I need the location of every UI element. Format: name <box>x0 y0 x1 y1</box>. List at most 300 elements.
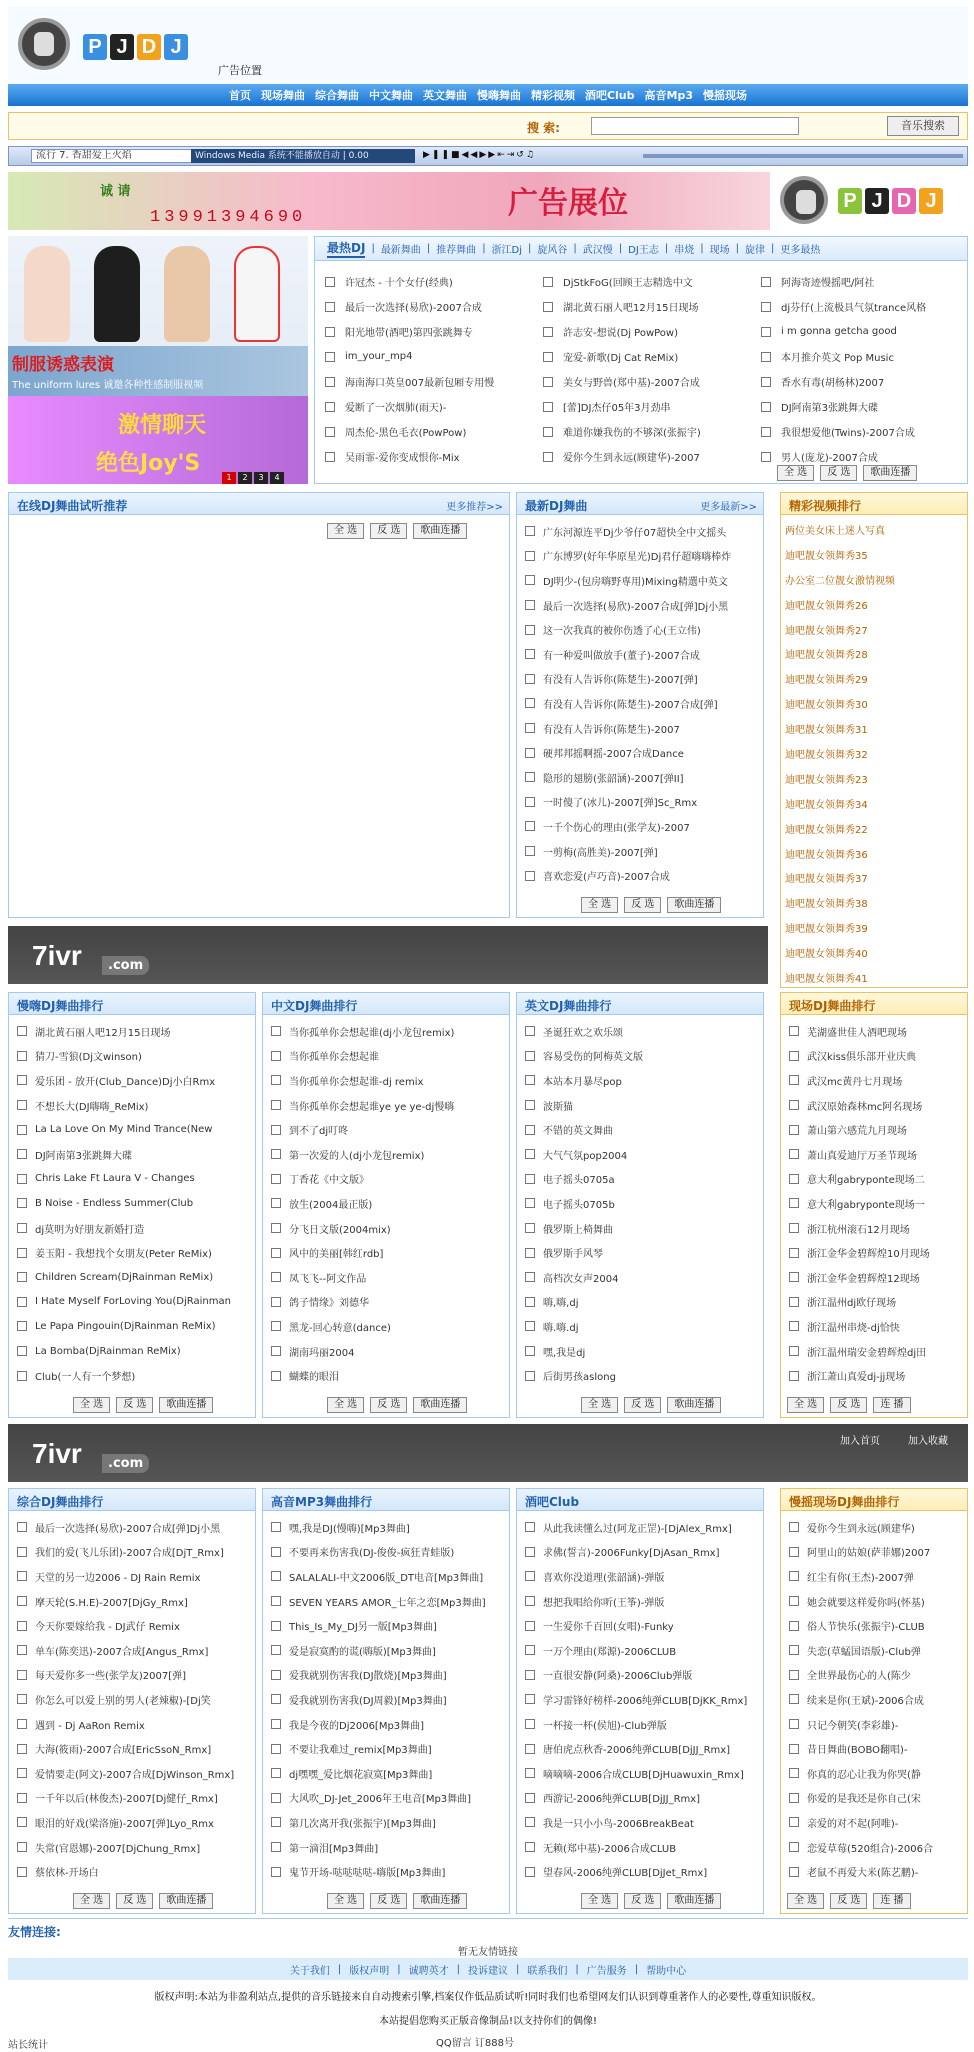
song-title[interactable]: 亲爱的对不起(阿唯)- <box>807 1818 899 1830</box>
song-item[interactable] <box>517 1859 763 1884</box>
song-item[interactable] <box>517 1216 763 1241</box>
song-checkbox[interactable] <box>525 723 535 733</box>
song-title[interactable]: 丁香花《中文版》 <box>289 1175 369 1187</box>
song-checkbox[interactable] <box>17 1768 27 1778</box>
song-item[interactable] <box>781 1589 967 1614</box>
song-title[interactable]: 許志安-想说(Dj PowPow) <box>563 328 679 339</box>
song-checkbox[interactable] <box>525 1174 535 1184</box>
song-title[interactable]: 不错的英文舞曲 <box>543 1126 613 1138</box>
song-title[interactable]: 电子摇头0705b <box>543 1199 615 1211</box>
hot-song-item[interactable] <box>325 319 539 344</box>
song-checkbox[interactable] <box>17 1321 27 1331</box>
song-title[interactable]: 第一滴泪[Mp3舞曲] <box>289 1843 379 1855</box>
song-checkbox[interactable] <box>271 1272 281 1282</box>
video-item[interactable] <box>785 542 967 567</box>
select-all-button[interactable]: 全 选 <box>777 465 814 481</box>
song-item[interactable] <box>9 1859 255 1884</box>
song-item[interactable] <box>517 519 763 544</box>
song-checkbox[interactable] <box>17 1694 27 1704</box>
song-checkbox[interactable] <box>17 1621 27 1631</box>
video-title[interactable]: 迪吧靓女领舞秀41 <box>785 973 868 985</box>
song-title[interactable]: 大海(筱雨)-2007合成[EricSsoN_Rmx] <box>35 1745 212 1757</box>
song-item[interactable] <box>781 1290 967 1315</box>
song-title[interactable]: 喜欢恋爱(卢巧音)-2007合成 <box>543 872 670 884</box>
song-item[interactable] <box>263 1314 509 1339</box>
song-title[interactable]: 每天爱你多一些(张学友)2007[弹] <box>35 1671 187 1683</box>
video-title[interactable]: 迪吧靓女领舞秀27 <box>785 625 868 637</box>
song-checkbox[interactable] <box>789 1621 799 1631</box>
song-item[interactable] <box>517 839 763 864</box>
song-checkbox[interactable] <box>271 1571 281 1581</box>
hot-tab[interactable]: 旋律 <box>744 245 765 256</box>
song-title[interactable]: 爱断了一次烟肺(雨天)- <box>345 403 447 414</box>
song-title[interactable]: 摩天轮(S.H.E)-2007[DjGy_Rmx] <box>35 1597 188 1609</box>
video-item[interactable] <box>785 741 967 766</box>
video-title[interactable]: 迪吧靓女领舞秀30 <box>785 700 868 712</box>
song-title[interactable]: 无赖(郑中基)-2006合成CLUB <box>543 1843 677 1855</box>
song-item[interactable] <box>517 1712 763 1737</box>
song-checkbox[interactable] <box>17 1297 27 1307</box>
song-checkbox[interactable] <box>761 402 771 412</box>
song-checkbox[interactable] <box>325 377 335 387</box>
song-title[interactable]: 圣诞狂欢之欢乐颂 <box>543 1027 623 1039</box>
song-title[interactable]: 浙江萧山真爱dj-jj现场 <box>807 1372 906 1384</box>
song-title[interactable]: 本月推介英文 Pop Music <box>781 353 894 364</box>
song-title[interactable]: SALALALI-中文2006版_DT电音[Mp3舞曲] <box>289 1572 484 1584</box>
song-item[interactable] <box>517 1290 763 1315</box>
video-title[interactable]: 办公室二位靓女激情视频 <box>785 575 895 587</box>
song-checkbox[interactable] <box>789 1272 799 1282</box>
song-title[interactable]: 不要让我难过_remix[Mp3舞曲] <box>289 1745 432 1757</box>
song-item[interactable] <box>517 1191 763 1216</box>
song-checkbox[interactable] <box>525 1297 535 1307</box>
video-item[interactable] <box>785 592 967 617</box>
song-title[interactable]: DJ阿南第3张跳舞大碟 <box>781 403 879 414</box>
video-item[interactable] <box>785 791 967 816</box>
song-title[interactable]: 你爱的是我还是你自己(宋 <box>807 1794 921 1806</box>
song-checkbox[interactable] <box>271 1371 281 1381</box>
song-checkbox[interactable] <box>789 1645 799 1655</box>
song-checkbox[interactable] <box>17 1149 27 1159</box>
song-checkbox[interactable] <box>271 1149 281 1159</box>
video-title[interactable]: 迪吧靓女领舞秀40 <box>785 949 868 961</box>
song-title[interactable]: 一直很安静(阿桑)-2006Club弹版 <box>543 1671 693 1683</box>
song-title[interactable]: 第几次离开我(张振宇)[Mp3舞曲] <box>289 1818 436 1830</box>
song-title[interactable]: I Hate Myself ForLoving You(DjRainman <box>35 1296 231 1308</box>
song-title[interactable]: 湖南玛丽2004 <box>289 1347 355 1359</box>
song-title[interactable]: 俄罗斯上椅舞曲 <box>543 1224 613 1236</box>
song-item[interactable] <box>263 1142 509 1167</box>
song-checkbox[interactable] <box>761 277 771 287</box>
song-checkbox[interactable] <box>525 772 535 782</box>
song-item[interactable] <box>517 814 763 839</box>
song-checkbox[interactable] <box>271 1621 281 1631</box>
song-title[interactable]: 湖北黄石丽人吧12月15日现场 <box>35 1027 171 1039</box>
song-checkbox[interactable] <box>525 1100 535 1110</box>
song-title[interactable]: im_your_mp4 <box>345 351 413 362</box>
video-item[interactable] <box>785 716 967 741</box>
song-item[interactable] <box>263 1240 509 1265</box>
play-all-button[interactable]: 连 播 <box>873 1397 910 1413</box>
hot-tab[interactable]: 武汉慢 <box>582 245 613 256</box>
song-checkbox[interactable] <box>525 1793 535 1803</box>
song-checkbox[interactable] <box>525 1694 535 1704</box>
song-item[interactable] <box>781 1191 967 1216</box>
song-title[interactable]: 鸽子情缘》刘德华 <box>289 1298 369 1310</box>
song-item[interactable] <box>781 1019 967 1044</box>
song-title[interactable]: 吴雨霏-爱你变成恨你-Mix <box>345 453 460 464</box>
song-title[interactable]: 容易受伤的阿梅英文版 <box>543 1052 643 1064</box>
site-logo-icon[interactable] <box>18 18 70 70</box>
song-title[interactable]: 浙江温州dj欧仔现场 <box>807 1298 897 1310</box>
song-title[interactable]: 嗨,嗨,dj <box>543 1298 579 1310</box>
hot-song-item[interactable] <box>325 444 539 469</box>
footer-link[interactable]: 诚聘英才 <box>408 1965 449 1977</box>
play-all-button[interactable]: 歌曲连播 <box>667 1893 721 1909</box>
song-title[interactable]: 萧山第六感荒九月现场 <box>807 1126 907 1138</box>
song-checkbox[interactable] <box>325 452 335 462</box>
slideshow-ad[interactable] <box>8 236 308 484</box>
video-title[interactable]: 迪吧靓女领舞秀38 <box>785 899 868 911</box>
song-checkbox[interactable] <box>525 797 535 807</box>
song-item[interactable] <box>781 1167 967 1192</box>
song-checkbox[interactable] <box>271 1596 281 1606</box>
hot-song-item[interactable] <box>761 394 974 419</box>
song-checkbox[interactable] <box>17 1670 27 1680</box>
footer-link[interactable]: 关于我们 <box>289 1965 330 1977</box>
song-title[interactable]: 今天你要嫁给我 - DJ武仔 Remix <box>35 1622 180 1634</box>
invert-select-button[interactable]: 反 选 <box>830 1397 867 1413</box>
song-checkbox[interactable] <box>789 1149 799 1159</box>
song-checkbox[interactable] <box>271 1793 281 1803</box>
nav-item[interactable]: 现场舞曲 <box>260 89 305 102</box>
song-checkbox[interactable] <box>525 1346 535 1356</box>
song-item[interactable] <box>263 1564 509 1589</box>
hot-tab[interactable]: 最新舞曲 <box>380 245 421 256</box>
song-title[interactable]: 嗨.嗨.dj <box>543 1322 579 1334</box>
footer-link[interactable]: 联系我们 <box>527 1965 568 1977</box>
hot-tab[interactable]: 串烧 <box>674 245 695 256</box>
song-item[interactable] <box>263 1859 509 1884</box>
video-item[interactable] <box>785 517 967 542</box>
song-item[interactable] <box>781 1786 967 1811</box>
song-checkbox[interactable] <box>271 1768 281 1778</box>
footer-link[interactable]: 版权声明 <box>349 1965 390 1977</box>
chat-banner[interactable] <box>8 396 308 484</box>
song-checkbox[interactable] <box>17 1645 27 1655</box>
invert-select-button[interactable]: 反 选 <box>370 523 407 539</box>
song-item[interactable] <box>263 1589 509 1614</box>
song-checkbox[interactable] <box>271 1817 281 1827</box>
song-checkbox[interactable] <box>17 1547 27 1557</box>
video-item[interactable] <box>785 816 967 841</box>
song-item[interactable] <box>517 1044 763 1069</box>
song-title[interactable]: 失常(官恩娜)-2007[DjChung_Rmx] <box>35 1843 201 1855</box>
play-all-button[interactable]: 歌曲连播 <box>413 1397 467 1413</box>
song-item[interactable] <box>263 1712 509 1737</box>
song-title[interactable]: 最后一次选择(易欣)-2007合成 <box>345 303 482 314</box>
song-title[interactable]: dj莫明为好朋友新婚打造 <box>35 1224 145 1236</box>
song-checkbox[interactable] <box>789 1198 799 1208</box>
song-title[interactable]: 有没有人告诉你(陈楚生)-2007[弹] <box>543 675 698 687</box>
online-more-link[interactable]: 更多推荐>> <box>446 502 503 513</box>
song-item[interactable] <box>263 1663 509 1688</box>
song-title[interactable]: 阳光地带(酒吧)第四张跳舞专 <box>345 328 473 339</box>
song-title[interactable]: 一千个伤心的理由(张学友)-2007 <box>543 822 690 834</box>
song-title[interactable]: 电子摇头0705a <box>543 1175 615 1187</box>
song-title[interactable]: Le Papa Pingouin(DjRainman ReMix) <box>35 1320 216 1332</box>
song-title[interactable]: 爱我就别伤害我(DJ周毅)[Mp3舞曲] <box>289 1695 447 1707</box>
invert-select-button[interactable]: 反 选 <box>624 897 661 913</box>
hot-song-item[interactable] <box>761 269 974 294</box>
song-item[interactable] <box>263 1613 509 1638</box>
song-item[interactable] <box>263 1019 509 1044</box>
song-item[interactable] <box>781 1068 967 1093</box>
song-title[interactable]: 最后一次选择(易欣)-2007合成[弹]Dj小黑 <box>35 1523 221 1535</box>
newest-more-link[interactable]: 更多最新>> <box>700 502 757 513</box>
hot-song-item[interactable] <box>543 319 757 344</box>
invert-select-button[interactable]: 反 选 <box>116 1893 153 1909</box>
song-title[interactable]: 蝴蝶的眼泪 <box>289 1372 339 1384</box>
nav-item[interactable]: 酒吧Club <box>584 89 635 102</box>
select-all-button[interactable]: 全 选 <box>327 1893 364 1909</box>
song-title[interactable]: 单车(陈奕迅)-2007合成[Angus_Rmx] <box>35 1646 209 1658</box>
song-checkbox[interactable] <box>17 1522 27 1532</box>
video-title[interactable]: 迪吧靓女领舞秀31 <box>785 725 868 737</box>
song-checkbox[interactable] <box>525 1248 535 1258</box>
song-item[interactable] <box>517 667 763 692</box>
nav-item[interactable]: 首页 <box>228 89 251 102</box>
song-checkbox[interactable] <box>525 1670 535 1680</box>
song-title[interactable]: 从此我读懂么过(阿龙正罡)-[DjAlex_Rmx] <box>543 1523 732 1535</box>
song-item[interactable] <box>9 1663 255 1688</box>
song-checkbox[interactable] <box>525 1198 535 1208</box>
song-checkbox[interactable] <box>525 1149 535 1159</box>
song-checkbox[interactable] <box>789 1867 799 1877</box>
song-title[interactable]: 猜刀-雪狼(Dj文winson) <box>35 1052 142 1064</box>
song-item[interactable] <box>263 1044 509 1069</box>
song-checkbox[interactable] <box>525 1075 535 1085</box>
video-title[interactable]: 迪吧靓女领舞秀29 <box>785 675 868 687</box>
song-item[interactable] <box>9 1786 255 1811</box>
invert-select-button[interactable]: 反 选 <box>830 1893 867 1909</box>
song-item[interactable] <box>517 1339 763 1364</box>
song-title[interactable]: 波斯猫 <box>543 1101 573 1113</box>
song-title[interactable]: 一杯接一杯(侯旭)-Club弹版 <box>543 1720 667 1732</box>
song-item[interactable] <box>781 1540 967 1565</box>
song-title[interactable]: 最后一次选择(易欣)-2007合成[弹]Dj小黑 <box>543 601 729 613</box>
song-item[interactable] <box>517 1265 763 1290</box>
nav-item[interactable]: 慢摇现场 <box>703 89 748 102</box>
song-title[interactable]: 遇到 - Dj AaRon Remix <box>35 1720 145 1732</box>
select-all-button[interactable]: 全 选 <box>787 1397 824 1413</box>
hot-song-item[interactable] <box>761 319 974 344</box>
song-title[interactable]: 我们的爱(飞儿乐团)-2007合成[DjT_Rmx] <box>35 1548 224 1560</box>
song-title[interactable]: 高档次女声2004 <box>543 1273 619 1285</box>
video-item[interactable] <box>785 691 967 716</box>
pager-button[interactable]: 4 <box>270 472 284 484</box>
song-item[interactable] <box>517 1142 763 1167</box>
hot-tab[interactable]: 更多最热 <box>780 245 821 256</box>
song-title[interactable]: 她会就要这样爱你吗(怀基) <box>807 1597 925 1609</box>
song-checkbox[interactable] <box>271 1645 281 1655</box>
video-item[interactable] <box>785 567 967 592</box>
play-all-button[interactable]: 歌曲连播 <box>667 897 721 913</box>
song-checkbox[interactable] <box>525 575 535 585</box>
song-item[interactable] <box>263 1835 509 1860</box>
ad-banner-7ivr[interactable] <box>8 926 768 984</box>
tab-hot-dj[interactable]: 最热DJ <box>327 239 365 258</box>
song-checkbox[interactable] <box>17 1223 27 1233</box>
song-title[interactable]: 海南海口英皇007最新包厢专用慢 <box>345 378 495 389</box>
song-item[interactable] <box>517 544 763 569</box>
song-title[interactable]: 放生(2004最正版) <box>289 1199 373 1211</box>
video-title[interactable]: 两位美女床上迷人写真 <box>785 525 885 537</box>
song-title[interactable]: 意大利gabryponte现场一 <box>807 1199 925 1211</box>
song-checkbox[interactable] <box>525 1719 535 1729</box>
song-checkbox[interactable] <box>17 1051 27 1061</box>
song-item[interactable] <box>9 1339 255 1364</box>
invert-select-button[interactable]: 反 选 <box>116 1397 153 1413</box>
song-title[interactable]: La Bomba(DjRainman ReMix) <box>35 1345 181 1357</box>
song-item[interactable] <box>9 1117 255 1142</box>
video-item[interactable] <box>785 940 967 965</box>
song-checkbox[interactable] <box>325 402 335 412</box>
song-title[interactable]: 黑龙-回心转意(dance) <box>289 1322 391 1334</box>
song-title[interactable]: This_Is_My_DJ另一版[Mp3舞曲] <box>289 1622 437 1634</box>
add-favorite-link[interactable]: 加入收藏 <box>908 1436 948 1447</box>
song-title[interactable]: 昔日舞曲(BOBO翻唱)- <box>807 1745 908 1757</box>
song-checkbox[interactable] <box>789 1547 799 1557</box>
song-checkbox[interactable] <box>525 1223 535 1233</box>
song-title[interactable]: DJ阿南第3张跳舞大碟 <box>35 1150 133 1162</box>
song-item[interactable] <box>517 1638 763 1663</box>
video-title[interactable]: 迪吧靓女领舞秀26 <box>785 600 868 612</box>
video-item[interactable] <box>785 890 967 915</box>
song-checkbox[interactable] <box>789 1075 799 1085</box>
play-all-button[interactable]: 连 播 <box>873 1893 910 1909</box>
song-item[interactable] <box>9 1265 255 1290</box>
select-all-button[interactable]: 全 选 <box>581 1893 618 1909</box>
song-checkbox[interactable] <box>789 1321 799 1331</box>
song-item[interactable] <box>781 1515 967 1540</box>
song-checkbox[interactable] <box>525 526 535 536</box>
song-checkbox[interactable] <box>761 352 771 362</box>
hot-song-item[interactable] <box>761 369 974 394</box>
song-item[interactable] <box>517 1564 763 1589</box>
song-item[interactable] <box>781 1613 967 1638</box>
video-item[interactable] <box>785 641 967 666</box>
song-title[interactable]: 芜湖盛世佳人酒吧现场 <box>807 1027 907 1039</box>
song-checkbox[interactable] <box>525 1026 535 1036</box>
song-checkbox[interactable] <box>325 302 335 312</box>
song-checkbox[interactable] <box>17 1100 27 1110</box>
song-checkbox[interactable] <box>17 1371 27 1381</box>
song-item[interactable] <box>517 1240 763 1265</box>
song-title[interactable]: 湖北黄石丽人吧12月15日现场 <box>563 303 699 314</box>
song-checkbox[interactable] <box>525 748 535 758</box>
song-item[interactable] <box>9 1540 255 1565</box>
song-title[interactable]: dj芬仔(上流极具气氛trance风格 <box>781 303 927 314</box>
add-homepage-link[interactable]: 加入首页 <box>840 1436 880 1447</box>
video-title[interactable]: 迪吧靓女领舞秀35 <box>785 550 868 562</box>
select-all-button[interactable]: 全 选 <box>327 1397 364 1413</box>
hot-song-item[interactable] <box>543 294 757 319</box>
song-checkbox[interactable] <box>271 1174 281 1184</box>
song-item[interactable] <box>9 1167 255 1192</box>
song-title[interactable]: 这一次我真的被你伤透了心(王立伟) <box>543 626 701 638</box>
song-checkbox[interactable] <box>325 427 335 437</box>
song-title[interactable]: 一生爱你千百回(女唱)-Funky <box>543 1622 674 1634</box>
video-item[interactable] <box>785 965 967 990</box>
song-item[interactable] <box>517 593 763 618</box>
hot-song-item[interactable] <box>543 344 757 369</box>
song-title[interactable]: 失恋(草蜢国语版)-Club弹 <box>807 1646 921 1658</box>
song-checkbox[interactable] <box>789 1100 799 1110</box>
song-item[interactable] <box>9 1191 255 1216</box>
song-title[interactable]: 不想长大(DJ嗨嗨_ReMix) <box>35 1101 149 1113</box>
song-title[interactable]: 喜欢你没道理(张韶涵)-弹版 <box>543 1572 665 1584</box>
song-checkbox[interactable] <box>525 1621 535 1631</box>
song-checkbox[interactable] <box>17 1867 27 1877</box>
hot-song-item[interactable] <box>761 294 974 319</box>
song-checkbox[interactable] <box>525 1125 535 1135</box>
video-title[interactable]: 迪吧靓女领舞秀39 <box>785 924 868 936</box>
song-title[interactable]: 萧山真爱迪厅万圣节现场 <box>807 1150 917 1162</box>
song-checkbox[interactable] <box>17 1793 27 1803</box>
song-checkbox[interactable] <box>543 277 553 287</box>
song-checkbox[interactable] <box>789 1346 799 1356</box>
select-all-button[interactable]: 全 选 <box>327 523 364 539</box>
song-checkbox[interactable] <box>525 1768 535 1778</box>
song-title[interactable]: 有一种爱叫做放手(董子)-2007合成 <box>543 650 700 662</box>
song-checkbox[interactable] <box>271 1744 281 1754</box>
song-checkbox[interactable] <box>271 1223 281 1233</box>
hot-song-item[interactable] <box>325 419 539 444</box>
song-checkbox[interactable] <box>543 377 553 387</box>
song-checkbox[interactable] <box>525 698 535 708</box>
hot-song-item[interactable] <box>543 394 757 419</box>
song-title[interactable]: 宠爱-新歌(Dj Cat ReMix) <box>563 353 679 364</box>
song-item[interactable] <box>263 1117 509 1142</box>
song-checkbox[interactable] <box>525 1321 535 1331</box>
song-title[interactable]: 许冠杰 - 十个女仔(经典) <box>345 278 453 289</box>
song-title[interactable]: 求佛(誓言)-2006Funky[DjAsan_Rmx] <box>543 1548 720 1560</box>
song-title[interactable]: 当你孤单你会想起谁ye ye ye-dj慢嗨 <box>289 1101 455 1113</box>
nav-item[interactable]: 慢嗨舞曲 <box>476 89 521 102</box>
song-checkbox[interactable] <box>17 1817 27 1827</box>
song-title[interactable]: 有没有人告诉你(陈楚生)-2007合成[弹] <box>543 699 718 711</box>
song-checkbox[interactable] <box>271 1522 281 1532</box>
song-checkbox[interactable] <box>789 1817 799 1827</box>
video-item[interactable] <box>785 865 967 890</box>
song-item[interactable] <box>517 1363 763 1388</box>
song-checkbox[interactable] <box>789 1670 799 1680</box>
song-item[interactable] <box>9 1240 255 1265</box>
song-title[interactable]: 阿里山的姑娘(萨菲娜)2007 <box>807 1548 931 1560</box>
song-title[interactable]: Chris Lake Ft Laura V - Changes <box>35 1173 195 1185</box>
song-item[interactable] <box>263 1290 509 1315</box>
song-title[interactable]: 一万个理由(郑源)-2006CLUB <box>543 1646 677 1658</box>
song-item[interactable] <box>517 765 763 790</box>
song-checkbox[interactable] <box>17 1198 27 1208</box>
hot-tab[interactable]: DJ王志 <box>628 245 659 256</box>
song-item[interactable] <box>263 1363 509 1388</box>
song-checkbox[interactable] <box>789 1694 799 1704</box>
song-checkbox[interactable] <box>789 1174 799 1184</box>
banner-ad[interactable] <box>8 172 770 230</box>
hot-tab[interactable]: 推荐舞曲 <box>436 245 477 256</box>
